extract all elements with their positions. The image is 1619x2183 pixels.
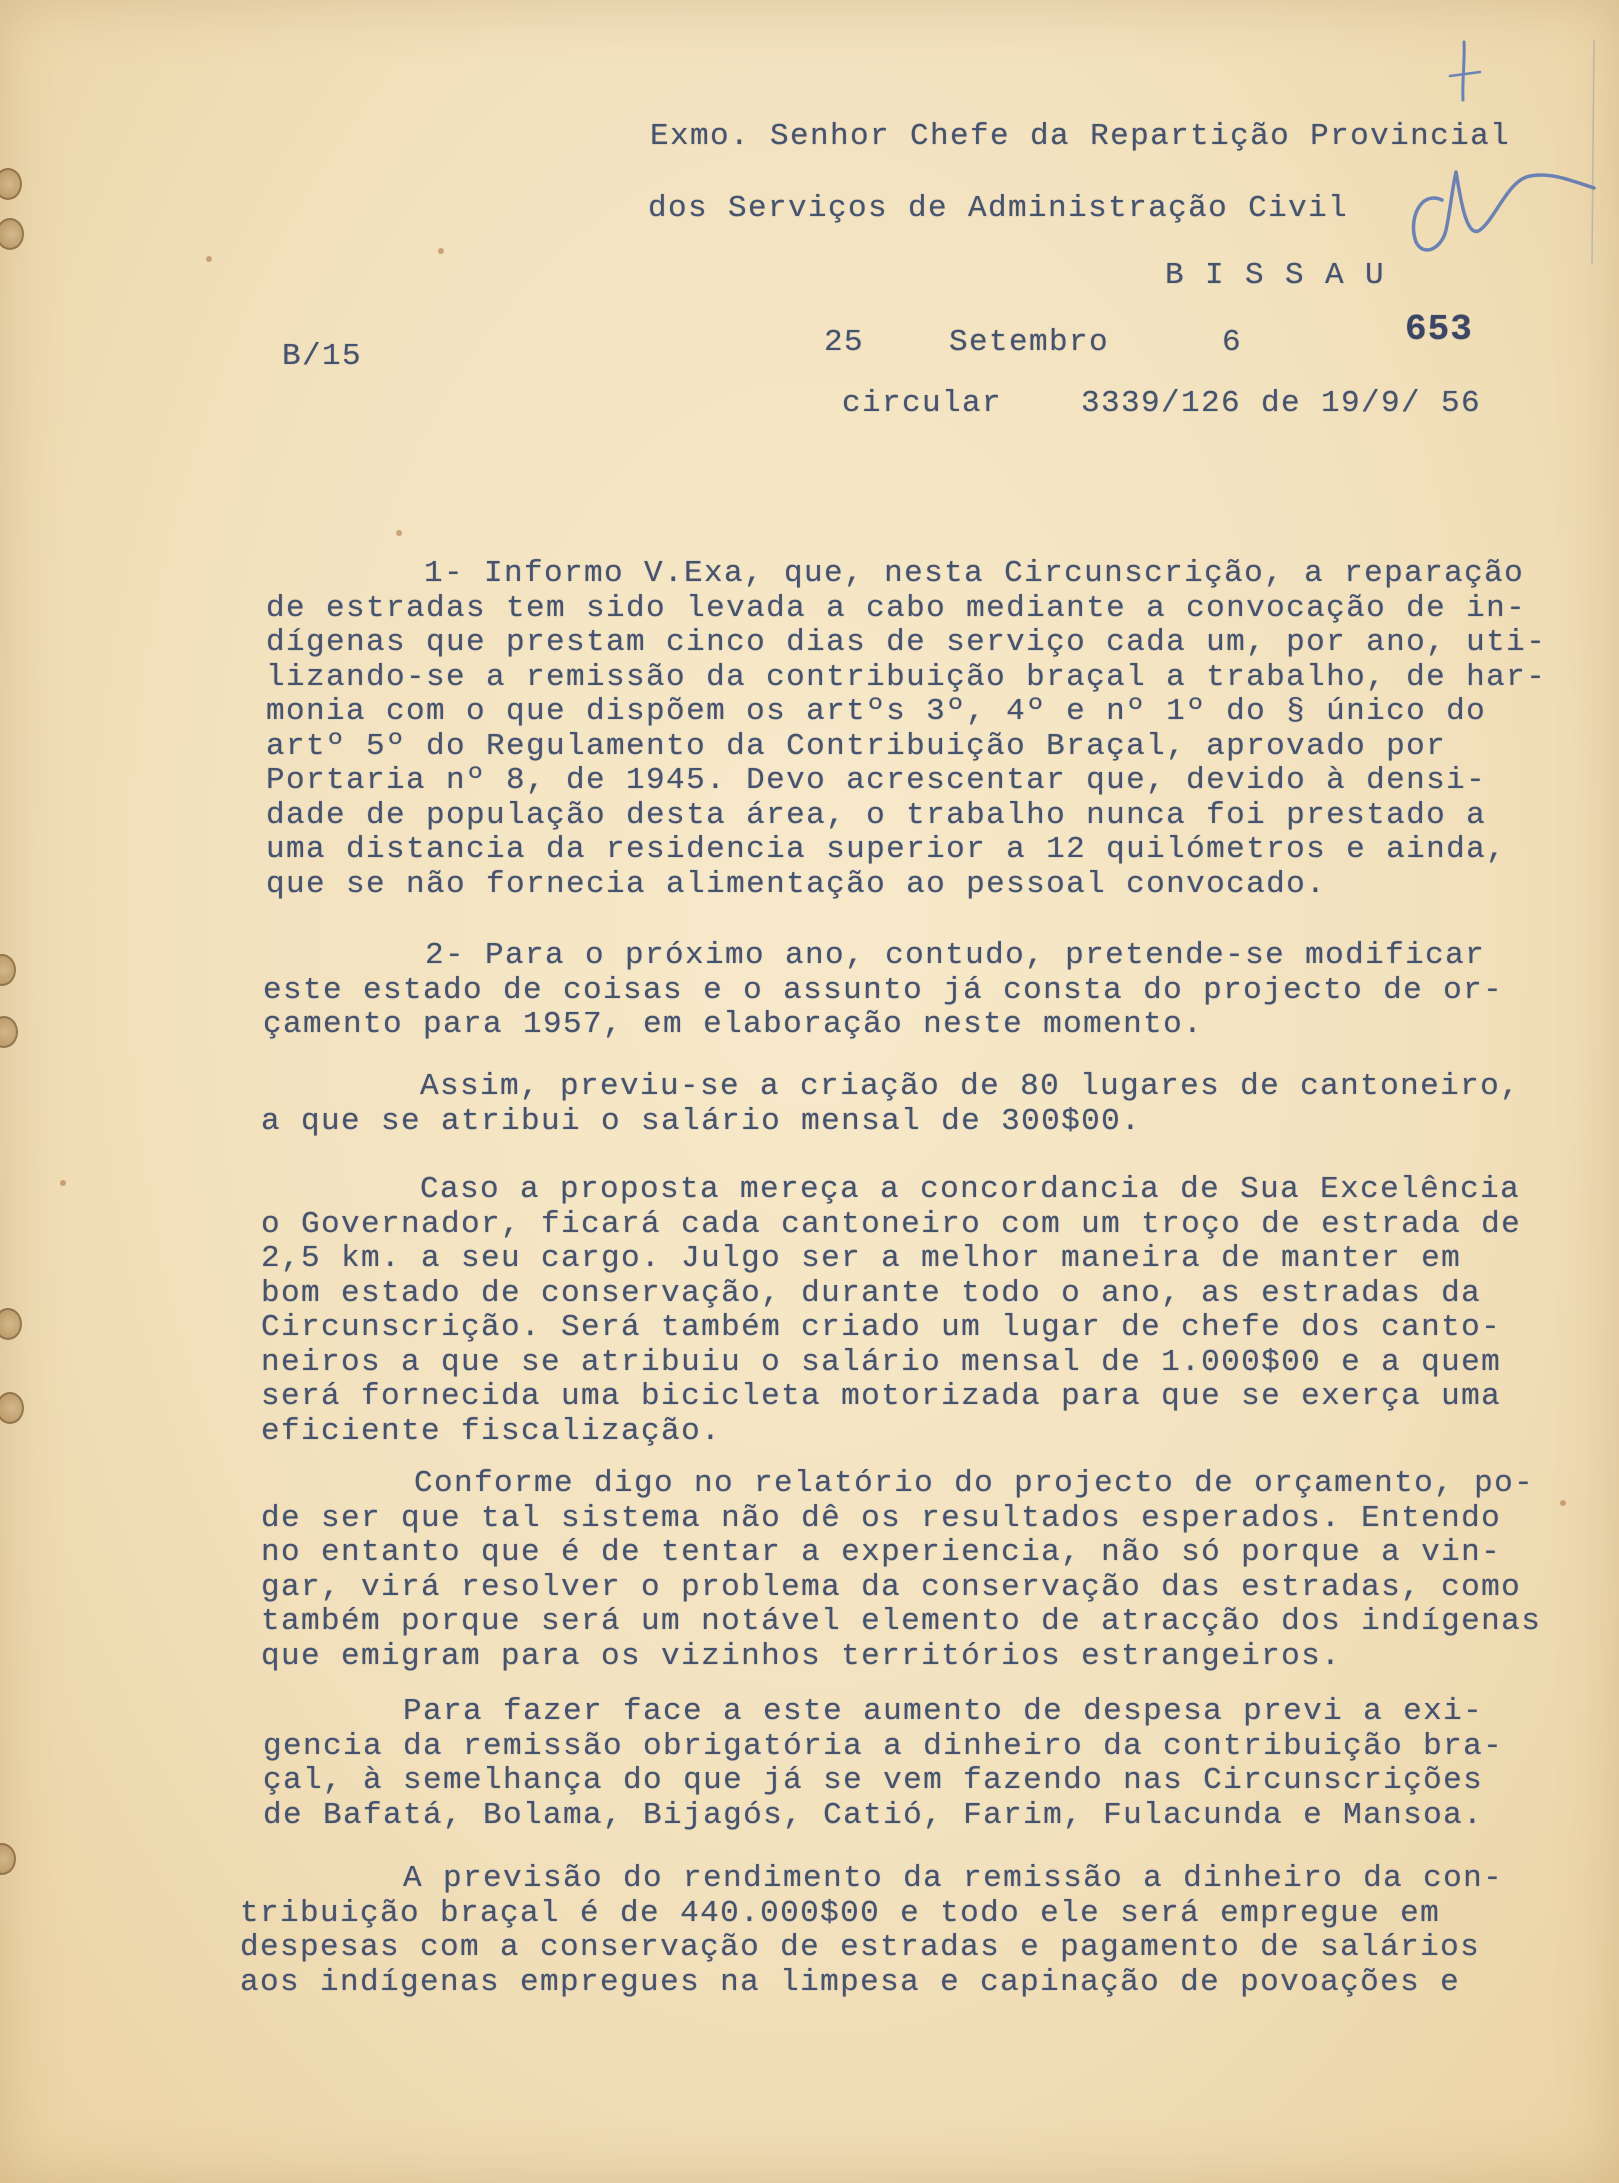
text-line: 1- Informo V.Exa, que, nesta Circunscrição, a reparação: [424, 556, 1525, 591]
paragraph-1: [266, 557, 1606, 902]
text-line: dade de população desta área, o trabalho nunca foi prestado a: [266, 797, 1487, 833]
text-line: gencia da remissão obrigatória a dinheiro da contribuição bra-: [263, 1728, 1504, 1764]
circular-label: circular: [842, 386, 1003, 421]
rust-spot: [60, 1180, 66, 1186]
addressee-line-1: Exmo. Senhor Chefe da Repartição Provincial: [650, 119, 1511, 154]
paragraph-3: [261, 1070, 1601, 1139]
text-line: de ser que tal sistema não dê os resultados esperados. Entendo: [261, 1500, 1502, 1536]
text-line: 2,5 km. a seu cargo. Julgo ser a melhor maneira de manter em: [261, 1241, 1462, 1276]
text-line: a que se atribui o salário mensal de 300$00.: [261, 1103, 1142, 1139]
punch-hole: [0, 1843, 16, 1875]
text-line: lizando-se a remissão da contribuição braçal a trabalho, de har-: [266, 659, 1547, 695]
text-line: este estado de coisas e o assunto já consta do projecto de or-: [263, 972, 1504, 1008]
punch-hole: [0, 954, 16, 986]
addressee-line-2: dos Serviços de Administração Civil: [648, 191, 1349, 226]
text-line: despesas com a conservação de estradas e pagamento de salários: [240, 1930, 1481, 1965]
circular-reference: 3339/126 de 19/9/ 56: [1081, 386, 1482, 421]
text-line: monia com o que dispõem os artºs 3º, 4º e nº 1º do § único do: [266, 694, 1487, 729]
date-day: 25: [824, 325, 865, 360]
rust-spot: [206, 256, 212, 262]
punch-hole: [0, 1308, 22, 1340]
paragraph-6: [263, 1695, 1603, 1833]
text-line: eficiente fiscalização.: [261, 1413, 722, 1449]
text-line: çamento para 1957, em elaboração neste momento.: [263, 1007, 1204, 1042]
paragraph-2: [263, 939, 1603, 1043]
text-line: de estradas tem sido levada a cabo mediante a convocação de in-: [266, 590, 1527, 626]
date-month: Setembro: [949, 325, 1110, 360]
text-line: Para fazer face a este aumento de despesa previ a exi-: [403, 1694, 1484, 1729]
text-line: çal, à semelhança do que já se vem fazendo nas Circunscrições: [263, 1763, 1484, 1798]
text-line: dígenas que prestam cinco dias de serviço cada um, por ano, uti-: [266, 625, 1547, 660]
text-line: o Governador, ficará cada cantoneiro com um troço de estrada de: [261, 1206, 1522, 1242]
reference-code: B/15: [282, 339, 363, 374]
text-line: será fornecida uma bicicleta motorizada para que se exerça uma: [261, 1379, 1502, 1414]
text-line: de Bafatá, Bolama, Bijagós, Catió, Farim, Fulacunda e Mansoa.: [263, 1797, 1484, 1833]
registry-number: 653: [1405, 309, 1473, 350]
text-line: Portaria nº 8, de 1945. Devo acrescentar que, devido à densi-: [266, 763, 1487, 798]
text-line: no entanto que é de tentar a experiencia, não só porque a vin-: [261, 1535, 1502, 1570]
text-line: que emigram para os vizinhos territórios estrangeiros.: [261, 1638, 1342, 1674]
punch-hole: [0, 1016, 18, 1048]
text-line: que se não fornecia alimentação ao pessoal convocado.: [266, 866, 1327, 902]
text-line: Assim, previu-se a criação de 80 lugares de cantoneiro,: [420, 1069, 1521, 1104]
punch-hole: [0, 168, 22, 200]
paragraph-4: [261, 1173, 1601, 1449]
rust-spot: [396, 530, 402, 536]
text-line: 2- Para o próximo ano, contudo, pretende-se modificar: [425, 938, 1486, 973]
handwritten-initials: [1380, 20, 1619, 290]
text-line: uma distancia da residencia superior a 12 quilómetros e ainda,: [266, 832, 1507, 867]
text-line: neiros a que se atribuiu o salário mensal de 1.000$00 e a quem: [261, 1344, 1502, 1380]
text-line: também porque será um notável elemento de atracção dos indígenas: [261, 1604, 1542, 1639]
punch-hole: [0, 1392, 24, 1424]
punch-hole: [0, 218, 24, 250]
text-line: Caso a proposta mereça a concordancia de Sua Excelência: [420, 1172, 1521, 1207]
text-line: bom estado de conservação, durante todo o ano, as estradas da: [261, 1275, 1482, 1311]
text-line: gar, virá resolver o problema da conservação das estradas, como: [261, 1569, 1522, 1605]
text-line: tribuição braçal é de 440.000$00 e todo ele será empregue em: [240, 1895, 1441, 1931]
rust-spot: [438, 248, 444, 254]
paragraph-7: [240, 1862, 1580, 2000]
paragraph-5: [261, 1467, 1601, 1674]
addressee-city: B I S S A U: [1165, 258, 1386, 293]
date-year-fragment: 6: [1222, 325, 1243, 360]
text-line: aos indígenas empregues na limpesa e capinação de povoações e: [240, 1964, 1461, 2000]
text-line: A previsão do rendimento da remissão a dinheiro da con-: [403, 1861, 1504, 1896]
text-line: Circunscrição. Será também criado um lugar de chefe dos canto-: [261, 1310, 1502, 1345]
text-line: Conforme digo no relatório do projecto de orçamento, po-: [414, 1466, 1535, 1501]
text-line: artº 5º do Regulamento da Contribuição Braçal, aprovado por: [266, 728, 1447, 764]
